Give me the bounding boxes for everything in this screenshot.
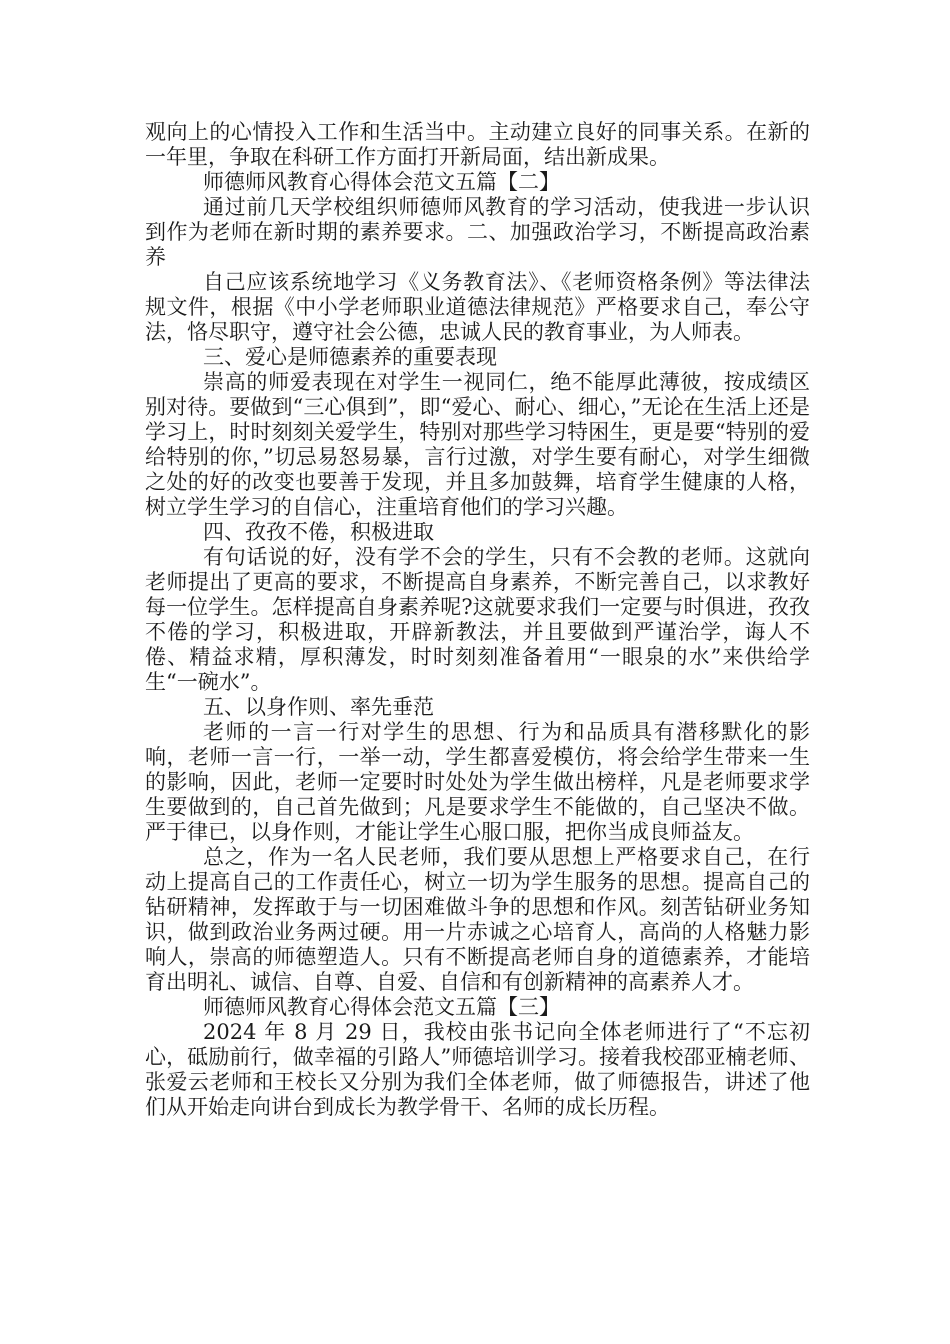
paragraph: 2024 年 8 月 29 日，我校由张书记向全体老师进行了“不忘初心，砥励前行，做幸福的引路人”师德培训学习。接着我校邵亚楠老师、张爱云老师和王校长又分别为我们全体老师，做了师德报告，讲述了他们从开始走向讲台到成长为教学骨干、名师的成长历程。 [145,1020,810,1119]
subheading: 三、爱心是师德素养的重要表现 [203,345,497,369]
paragraph-continuation: 观向上的心情投入工作和生活当中。主动建立良好的同事关系。在新的一年里，争取在科研工作方面打开新局面，结出新成果。 [145,120,810,169]
paragraph: 总之，作为一名人民老师，我们要从思想上严格要求自己，在行动上提高自己的工作责任心，树立一切为学生服务的思想。提高自己的钻研精神，发挥敢于与一切困难做斗争的思想和作风。刻苦钻研业务知识，做到政治业务两过硬。用一片赤诚之心培育人，高尚的人格魅力影响人，崇高的师德塑造人。只有不断提高老师自身的道德素养，才能培育出明礼、诚信、自尊、自爱、自信和有创新精神的高素养人才。 [145,845,810,994]
section-heading-3: 师德师风教育心得体会范文五篇【三】 [203,995,560,1019]
paragraph: 自己应该系统地学习《义务教育法》、《老师资格条例》等法律法规文件，根据《中小学老师职业道德法律规范》严格要求自己，奉公守法，恪尽职守，遵守社会公德，忠诚人民的教育事业，为人师表。 [145,270,810,344]
paragraph: 通过前几天学校组织师德师风教育的学习活动，使我进一步认识到作为老师在新时期的素养要求。二、加强政治学习，不断提高政治素养 [145,195,810,269]
section-heading-2: 师德师风教育心得体会范文五篇【二】 [203,170,560,194]
subheading: 四、孜孜不倦，积极进取 [203,520,434,544]
paragraph: 崇高的师爱表现在对学生一视同仁，绝不能厚此薄彼，按成绩区别对待。要做到“三心俱到”，即“爱心、耐心、细心，”无论在生活上还是学习上，时时刻刻关爱学生，特别对那些学习特困生，更是要“特别的爱给特别的你，”切忌易怒易暴，言行过激，对学生要有耐心，对学生细微之处的好的改变也要善于发现，并且多加鼓舞，培育学生健康的人格，树立学生学习的自信心，注重培育他们的学习兴趣。 [145,370,810,519]
paragraph: 老师的一言一行对学生的思想、行为和品质具有潜移默化的影响，老师一言一行，一举一动，学生都喜爱模仿，将会给学生带来一生的影响，因此，老师一定要时时处处为学生做出榜样，凡是老师要求学生要做到的，自己首先做到；凡是要求学生不能做的，自己坚决不做。严于律已，以身作则，才能让学生心服口服，把你当成良师益友。 [145,720,810,844]
document-body [145,120,810,1120]
paragraph: 有句话说的好，没有学不会的学生，只有不会教的老师。这就向老师提出了更高的要求，不断提高自身素养，不断完善自己，以求教好每一位学生。怎样提高自身素养呢?这就要求我们一定要与时俱进，孜孜不倦的学习，积极进取，开辟新教法，并且要做到严谨治学，诲人不倦、精益求精，厚积薄发，时时刻刻准备着用“一眼泉的水”来供给学生“一碗水”。 [145,545,810,694]
subheading: 五、以身作则、率先垂范 [203,695,434,719]
